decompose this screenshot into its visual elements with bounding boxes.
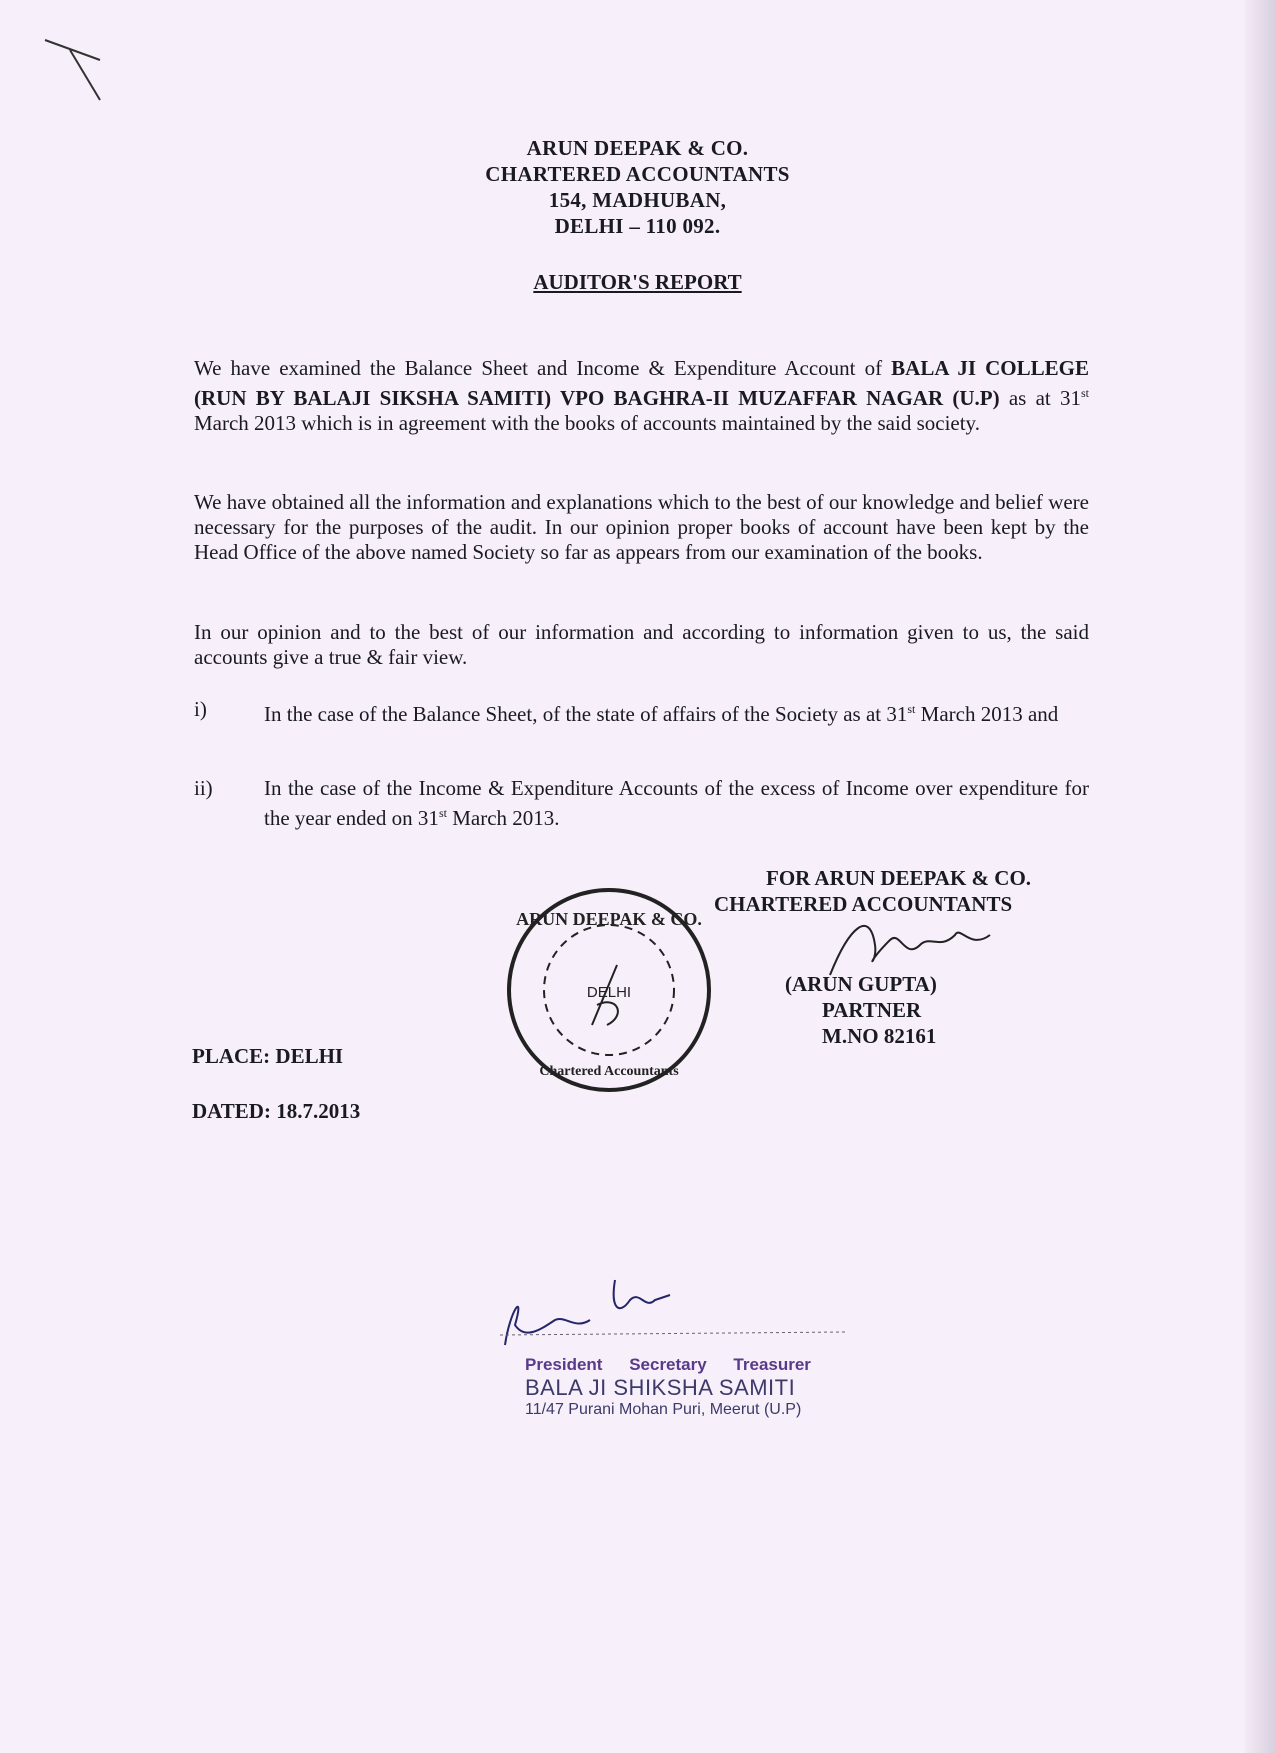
firm-name: ARUN DEEPAK & CO.	[526, 136, 749, 160]
seal-address: 11/47 Purani Mohan Puri, Meerut (U.P)	[525, 1401, 802, 1418]
paragraph-3: In our opinion and to the best of our information and according to information given to us, the said accounts give a true & fair view.	[194, 620, 1089, 669]
letterhead	[0, 135, 1275, 239]
seal-organisation: BALA JI SHIKSHA SAMITI	[525, 1375, 796, 1400]
firm-address-line2: DELHI – 110 092.	[554, 214, 721, 238]
society-seal	[525, 1355, 811, 1419]
paragraph-2: We have obtained all the information and explanations which to the best of our knowledge and belief were necessary for the purposes of the audit. In our opinion proper books of account have been kept by the Head Office of the above named Society so far as appears from our examination of the books.	[194, 490, 1089, 564]
place: PLACE: DELHI	[192, 1044, 344, 1068]
membership-number: M.NO 82161	[822, 1024, 937, 1048]
stamp-center-text: DELHI	[586, 984, 632, 1001]
entity-name: BALA JI COLLEGE (RUN BY BALAJI SIKSHA SAMITI) VPO BAGHRA-II MUZAFFAR NAGAR (U.P)	[194, 356, 1089, 410]
signoff-designation: CHARTERED ACCOUNTANTS	[714, 892, 1013, 916]
stamp-top-text: ARUN DEEPAK & CO.	[516, 909, 702, 929]
pen-mark	[40, 30, 110, 110]
partner-signature	[820, 905, 1010, 995]
firm-address-line1: 154, MADHUBAN,	[548, 188, 727, 212]
dated: DATED: 18.7.2013	[192, 1099, 361, 1123]
scan-edge	[1245, 0, 1275, 1753]
firm-stamp	[497, 885, 722, 1095]
partner-name: (ARUN GUPTA)	[785, 972, 937, 996]
signoff-for: FOR ARUN DEEPAK & CO.	[766, 866, 1032, 890]
president-signature	[495, 1270, 855, 1360]
partner-role: PARTNER	[822, 998, 922, 1022]
stamp-bottom-text: Chartered Accountants	[539, 1064, 679, 1079]
seal-roles: President Secretary Treasurer	[525, 1355, 811, 1374]
firm-designation: CHARTERED ACCOUNTANTS	[485, 162, 790, 186]
report-title: AUDITOR'S REPORT	[533, 270, 742, 294]
paragraph-1: We have examined the Balance Sheet and Income & Expenditure Account of BALA JI COLLEGE (RUN BY BALAJI SIKSHA SAMITI) VPO BAGHRA-II MUZAFFAR NAGAR (U.P) as at 31st March 2013 which is in agreement with the books of accounts maintained by the said society.	[194, 356, 1089, 435]
